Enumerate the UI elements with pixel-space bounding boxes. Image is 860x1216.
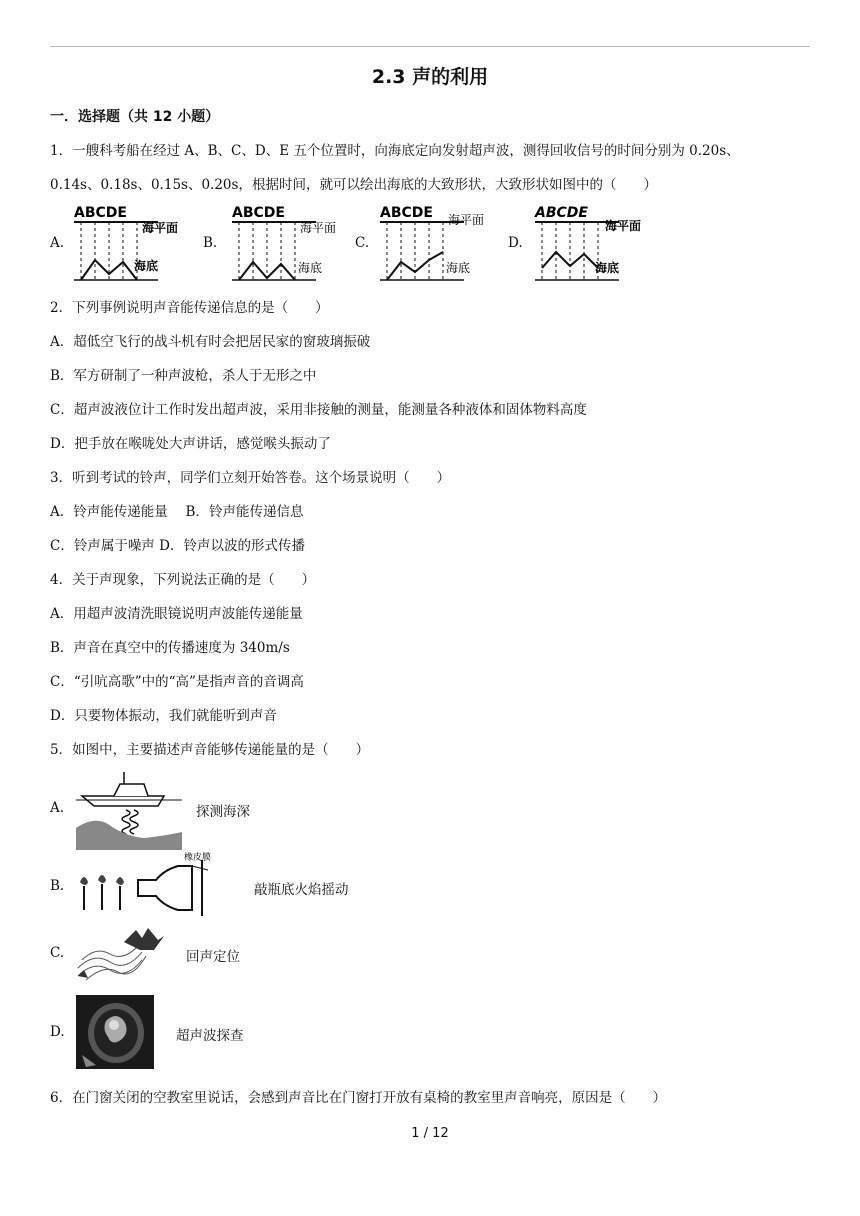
q1-option-a-label: A. [50, 235, 65, 251]
q4-option-a: A．用超声波清洗眼镜说明声波能传递能量 [50, 606, 303, 622]
sea-surface-label: 海平面 [300, 221, 337, 235]
q5-option-b-label: B. [50, 878, 65, 894]
q2-option-c: C．超声波液位计工作时发出超声波，采用非接触的测量，能测量各种液体和固体物料高度 [50, 402, 587, 418]
sea-bottom-label: 海底 [298, 261, 323, 275]
page-title: 2.3 声的利用 [371, 66, 489, 88]
header-rule [50, 46, 810, 47]
q1-figure-b [230, 202, 355, 288]
q5-caption-b: 敲瓶底火焰摇动 [254, 882, 349, 898]
q5-caption-d: 超声波探查 [176, 1028, 244, 1044]
page-number: 1 / 12 [411, 1126, 449, 1141]
section-heading: 一．选择题（共 12 小题） [50, 109, 220, 125]
q1-option-b-label: B. [203, 235, 218, 251]
sea-bottom-label: 海底 [446, 261, 471, 275]
q1-stem-line2: 0.14s、0.18s、0.15s、0.20s，根据时间，就可以绘出海底的大致形状，大致形状如图中的（ ） [50, 177, 657, 193]
q2-option-b: B．军方研制了一种声波枪，杀人于无形之中 [50, 368, 317, 384]
q4-stem: 4．关于声现象，下列说法正确的是（ ） [50, 572, 316, 588]
q4-option-d: D．只要物体振动，我们就能听到声音 [50, 708, 277, 724]
q1-stem-line1: 1．一艘科考船在经过 A、B、C、D、E 五个位置时，向海底定向发射超声波，测得回收信号的时间分别为 0.20s、 [50, 143, 740, 159]
q1-figure-a [72, 202, 197, 288]
q5-option-d-label: D. [50, 1024, 65, 1040]
q4-option-b: B．声音在真空中的传播速度为 340m/s [50, 640, 290, 656]
sea-surface-label: 海平面 [448, 213, 485, 227]
q3-options-ab: A．铃声能传递能量 B．铃声能传递信息 [50, 504, 304, 520]
q3-options-cd: C．铃声属于噪声 D．铃声以波的形式传播 [50, 538, 305, 554]
q5-figure-ship-sonar [74, 766, 184, 854]
q4-option-c: C．“引吭高歌”中的“高”是指声音的音调高 [50, 674, 304, 690]
sea-bottom-label: 海底 [595, 261, 620, 275]
q1-option-d-label: D. [508, 235, 523, 251]
sea-surface-label: 海平面 [605, 219, 642, 233]
sea-surface-label: 海平面 [142, 221, 179, 235]
q5-stem: 5．如图中，主要描述声音能够传递能量的是（ ） [50, 742, 370, 758]
sea-bottom-label: 海底 [134, 259, 159, 273]
q5-figure-ultrasound [76, 995, 154, 1073]
fig-letters: ABCDE [232, 205, 285, 221]
q2-option-d: D．把手放在喉咙处大声讲话，感觉喉头振动了 [50, 436, 331, 452]
q5-caption-a: 探测海深 [196, 804, 250, 820]
q5-option-a-label: A. [50, 800, 65, 816]
q5-option-c-label: C. [50, 945, 65, 961]
q5-figure-bottle-flame [72, 852, 230, 922]
q2-option-a: A．超低空飞行的战斗机有时会把居民家的窗玻璃振破 [50, 334, 371, 350]
q5-figure-bat-echo [74, 920, 166, 986]
q3-stem: 3．听到考试的铃声，同学们立刻开始答卷。这个场景说明（ ） [50, 470, 451, 486]
fig-letters: ABCDE [535, 205, 588, 221]
rubber-membrane-label: 橡皮膜 [184, 853, 212, 863]
q2-stem: 2．下列事例说明声音能传递信息的是（ ） [50, 300, 329, 316]
fig-letters: ABCDE [74, 205, 127, 221]
fig-letters: ABCDE [380, 205, 433, 221]
q5-caption-c: 回声定位 [186, 949, 240, 965]
q1-figure-c [378, 202, 503, 288]
q1-figure-d [533, 202, 658, 288]
q1-option-c-label: C. [355, 235, 370, 251]
q6-stem: 6．在门窗关闭的空教室里说话，会感到声音比在门窗打开放有桌椅的教室里声音响亮，原因是（ ） [50, 1090, 667, 1106]
